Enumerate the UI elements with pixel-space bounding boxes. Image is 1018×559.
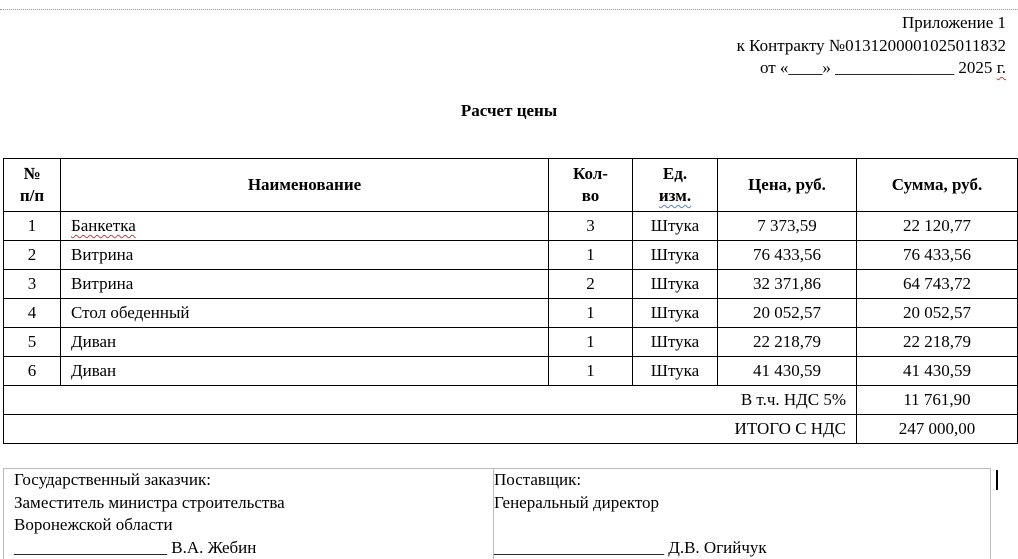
row-name: Диван [61,357,549,386]
row-unit: Штука [633,299,718,328]
col-header-price: Цена, руб. [718,159,857,212]
row-unit: Штука [633,328,718,357]
page-title: Расчет цены [0,101,1018,121]
row-qty: 3 [549,212,633,241]
contract-reference: к Контракту №0131200001025011832 [737,35,1006,57]
row-unit: Штука [633,357,718,386]
customer-heading: Государственный заказчик: [14,469,474,492]
customer-sign-line: __________________ В.А. Жебин [14,537,474,559]
supplier-sign-line: ____________________ Д.В. Огийчук [494,537,974,559]
row-number: 4 [4,299,61,328]
col-header-sum: Сумма, руб. [857,159,1018,212]
row-qty: 1 [549,299,633,328]
row-name: Банкетка [61,212,549,241]
row-name: Стол обеденный [61,299,549,328]
col-header-name: Наименование [61,159,549,212]
page-top-border [0,9,1018,10]
row-qty: 2 [549,270,633,299]
customer-signature [14,469,474,559]
col-header-number: № п/п [4,159,61,212]
total-label: ИТОГО С НДС [4,415,857,444]
row-sum: 22 120,77 [857,212,1018,241]
col-header-qty: Кол- во [549,159,633,212]
vat-row [4,386,1018,415]
row-sum: 76 433,56 [857,241,1018,270]
row-number: 6 [4,357,61,386]
row-sum: 64 743,72 [857,270,1018,299]
row-qty: 1 [549,241,633,270]
row-qty: 1 [549,328,633,357]
row-price: 20 052,57 [718,299,857,328]
table-row [4,299,1018,328]
vat-label: В т.ч. НДС 5% [4,386,857,415]
row-name: Витрина [61,241,549,270]
supplier-heading: Поставщик: [494,469,974,492]
row-price: 32 371,86 [718,270,857,299]
table-row [4,328,1018,357]
text-cursor [996,470,998,490]
col-header-unit: Ед. изм. [633,159,718,212]
contract-date-prefix: от «____» ______________ 2025 [760,58,997,77]
row-name: Диван [61,328,549,357]
row-number: 2 [4,241,61,270]
row-unit: Штука [633,270,718,299]
contract-date-suffix: г. [997,58,1006,77]
signature-block [3,468,991,559]
total-value: 247 000,00 [857,415,1018,444]
supplier-position: Генеральный директор [494,492,974,515]
row-qty: 1 [549,357,633,386]
table-header-row [4,159,1018,212]
total-row [4,415,1018,444]
contract-date-line [760,57,1006,79]
table-row [4,270,1018,299]
row-unit: Штука [633,241,718,270]
row-number: 3 [4,270,61,299]
table-row [4,212,1018,241]
vat-value: 11 761,90 [857,386,1018,415]
row-unit: Штука [633,212,718,241]
row-price: 7 373,59 [718,212,857,241]
row-sum: 22 218,79 [857,328,1018,357]
row-price: 22 218,79 [718,328,857,357]
row-number: 5 [4,328,61,357]
customer-position: Заместитель министра строительства [14,492,474,515]
row-name: Витрина [61,270,549,299]
row-price: 41 430,59 [718,357,857,386]
table-row [4,357,1018,386]
supplier-signature [493,469,974,559]
row-sum: 41 430,59 [857,357,1018,386]
row-number: 1 [4,212,61,241]
row-price: 76 433,56 [718,241,857,270]
supplier-blank-line [494,514,974,537]
row-sum: 20 052,57 [857,299,1018,328]
appendix-label: Приложение 1 [902,12,1006,34]
customer-organization: Воронежской области [14,514,474,537]
price-table [3,158,1018,444]
table-row [4,241,1018,270]
